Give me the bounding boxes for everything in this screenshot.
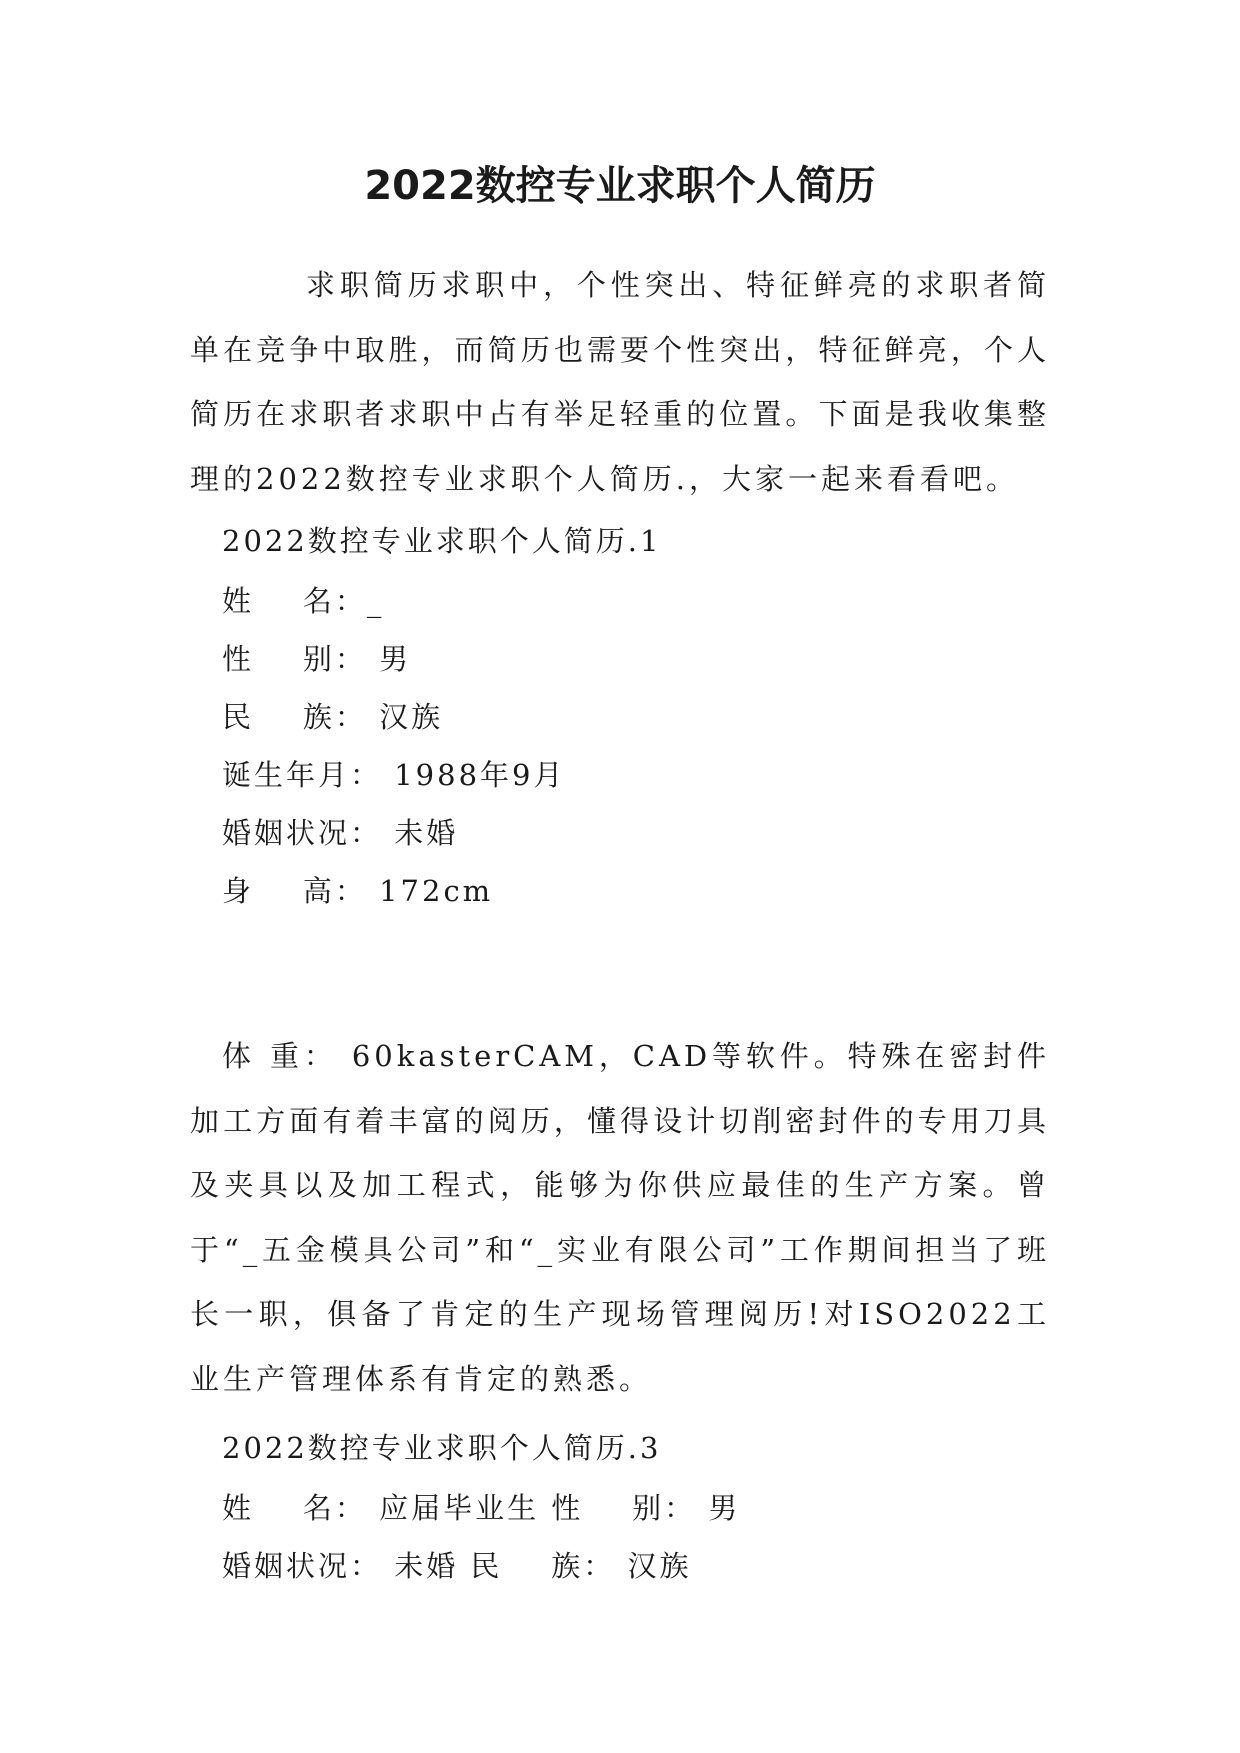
- resume1-heading: 2022数控专业求职个人简历.1: [222, 524, 662, 558]
- resume3-heading: 2022数控专业求职个人简历.3: [222, 1431, 662, 1465]
- resume1-weight-paragraph: 体 重： 60kasterCAM，CAD等软件。特殊在密封件加工方面有着丰富的阅历，懂得设计切削密封件的专用刀具及夹具以及加工程式，能够为你供应最佳的生产方案。曾于“_五金模具公司”和“_实业有限公司”工作期间担当了班长一职，俱备了肯定的生产现场管理阅历!对ISO2022工业生产管理体系有肯定的熟悉。: [190, 1039, 1050, 1396]
- resume1-gender: 性 别： 男: [222, 642, 412, 676]
- document-title: 2022数控专业求职个人简历: [364, 163, 876, 209]
- resume1-birth: 诞生年月： 1988年9月: [222, 758, 566, 792]
- resume3-name-gender: 姓 名： 应届毕业生 性 别： 男: [222, 1491, 741, 1525]
- resume1-marital: 婚姻状况： 未婚: [222, 816, 459, 850]
- resume1-name: 姓 名：_: [222, 584, 385, 618]
- resume3-marital-ethnicity: 婚姻状况： 未婚 民 族： 汉族: [222, 1549, 692, 1583]
- resume1-ethnicity: 民 族： 汉族: [222, 700, 444, 734]
- intro-paragraph: 求职简历求职中，个性突出、特征鲜亮的求职者简单在竞争中取胜，而简历也需要个性突出，特征鲜亮，个人简历在求职者求职中占有举足轻重的位置。下面是我收集整理的2022数控专业求职个人简历.，大家一起来看看吧。: [190, 268, 1050, 496]
- resume1-height: 身 高： 172cm: [222, 874, 494, 908]
